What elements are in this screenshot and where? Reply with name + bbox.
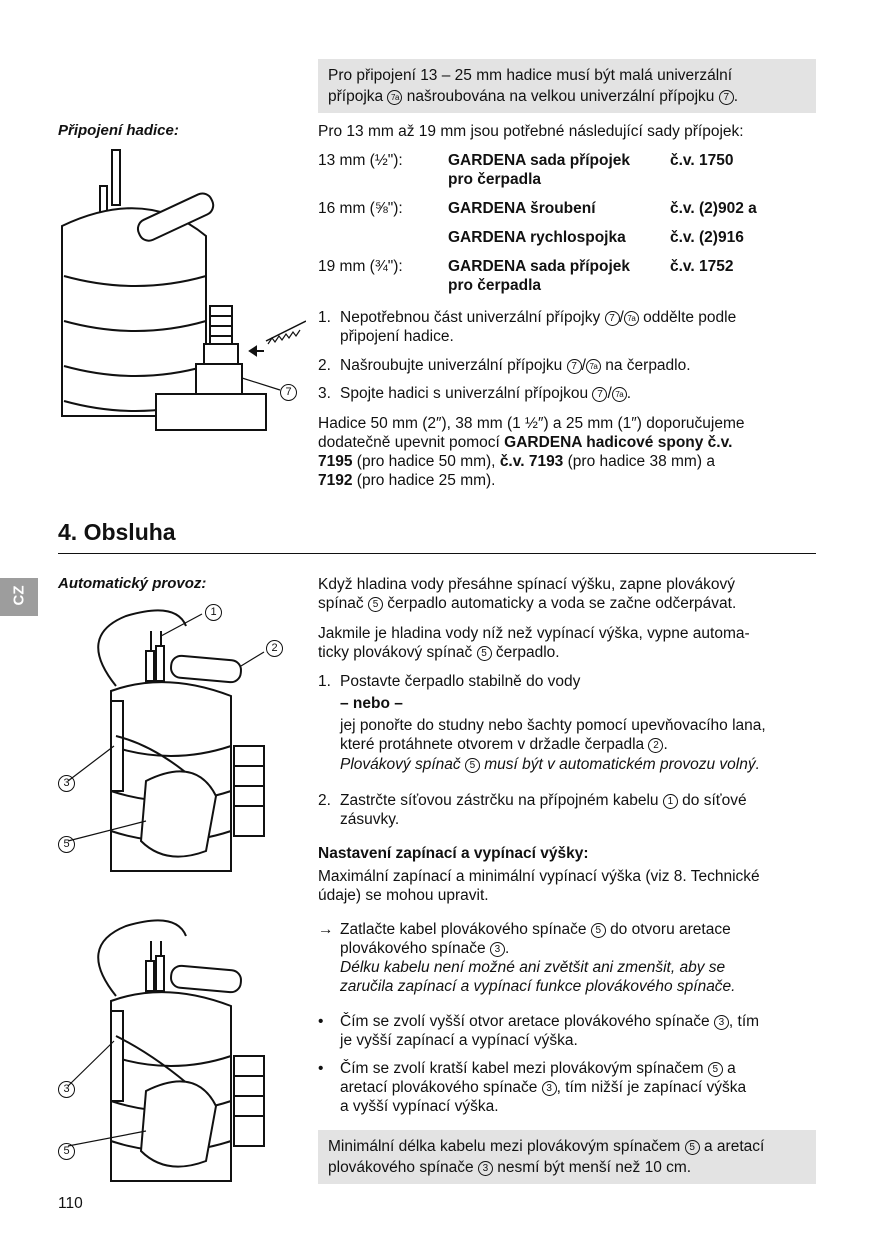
table-row-name: GARDENA šroubení bbox=[448, 200, 596, 217]
figure-label-5: 5 bbox=[58, 1143, 75, 1160]
ref-5: 5 bbox=[708, 1062, 723, 1077]
pump-float-illustration-bottom bbox=[56, 906, 296, 1186]
figure-label-1: 1 bbox=[205, 604, 222, 621]
ref-5: 5 bbox=[368, 597, 383, 612]
language-tab-label: CZ bbox=[10, 585, 28, 606]
ref-3: 3 bbox=[542, 1081, 557, 1096]
table-row-name: GARDENA sada přípojek bbox=[448, 258, 631, 275]
ref-7a: 7a bbox=[586, 359, 601, 374]
table-row-code: č.v. 1752 bbox=[670, 258, 734, 275]
ref-3: 3 bbox=[478, 1161, 493, 1176]
table-row-name: GARDENA sada přípojek bbox=[448, 152, 631, 169]
table-row-name2: pro čerpadla bbox=[448, 277, 542, 294]
top-note-line2: přípojka 7a našroubována na velkou univerzální přípojku 7 . bbox=[328, 88, 739, 105]
figure-label-3: 3 bbox=[58, 1081, 75, 1098]
figure-label-2: 2 bbox=[266, 640, 283, 657]
sub-heading: Nastavení zapínací a vypínací výšky: bbox=[318, 845, 589, 862]
hose-step-3: 3. Spojte hadici s univerzální přípojkou 7 / 7a . bbox=[318, 385, 632, 402]
section-rule bbox=[58, 553, 816, 554]
language-tab bbox=[0, 578, 38, 616]
ref-7a: 7a bbox=[387, 90, 402, 105]
table-row-size: 13 mm (½"): bbox=[318, 152, 403, 169]
auto-step-2: 2. Zastrčte síťovou zástrčku na přípojném kabelu 1 do síťové zásuvky. bbox=[318, 792, 747, 828]
hose-step-1: 1. Nepotřebnou část univerzální přípojky 7 / 7a oddělte podle připojení hadice. bbox=[318, 309, 737, 345]
top-note bbox=[318, 59, 816, 113]
table-row-name: GARDENA rychlospojka bbox=[448, 229, 626, 246]
ref-5: 5 bbox=[685, 1140, 700, 1155]
figure-label-3: 3 bbox=[58, 775, 75, 792]
ref-2: 2 bbox=[648, 738, 663, 753]
hose-step-2: 2. Našroubujte univerzální přípojku 7 / 7a na čerpadlo. bbox=[318, 357, 691, 374]
pump-adapter-illustration bbox=[56, 146, 306, 436]
ref-5: 5 bbox=[591, 923, 606, 938]
ref-3: 3 bbox=[714, 1015, 729, 1030]
auto-paragraph-2: Jakmile je hladina vody níž než vypínací výška, vypne automa- ticky plovákový spínač 5 čerpadlo. bbox=[318, 625, 750, 661]
table-row-name2: pro čerpadla bbox=[448, 171, 542, 188]
table-row-code: č.v. (2)902 a bbox=[670, 200, 757, 217]
ref-7: 7 bbox=[605, 311, 620, 326]
bottom-note: Minimální délka kabelu mezi plovákovým spínačem 5 a aretací plovákového spínače 3 nesmí být menší než 10 cm. bbox=[318, 1130, 816, 1184]
table-row-code: č.v. 1750 bbox=[670, 152, 734, 169]
ref-5: 5 bbox=[465, 758, 480, 773]
ref-7a: 7a bbox=[612, 387, 627, 402]
sub-paragraph: Maximální zapínací a minimální vypínací výška (viz 8. Technické údaje) se mohou upravit. bbox=[318, 868, 760, 904]
ref-7: 7 bbox=[567, 359, 582, 374]
arrow-item: → Zatlačte kabel plovákového spínače 5 do otvoru aretace plovákového spínače 3 . Délku kabelu není možné ani zvětšit ani zmenšit, aby se zaručila zapínací a vypínací funkce plovákového spínače. bbox=[318, 921, 736, 995]
ref-7: 7 bbox=[719, 90, 734, 105]
table-row-size: 19 mm (¾"): bbox=[318, 258, 403, 275]
ref-7: 7 bbox=[592, 387, 607, 402]
hose-clamp-paragraph: Hadice 50 mm (2″), 38 mm (1 ½″) a 25 mm (1″) doporučujeme dodatečně upevnit pomocí GARDENA hadicové spony č.v. 7195 (pro hadice 50 mm), č.v. 7193 (pro hadice 38 mm) a 7192 (pro hadice 25 mm). bbox=[318, 415, 745, 489]
hose-intro: Pro 13 mm až 19 mm jsou potřebné následující sady přípojek: bbox=[318, 123, 744, 140]
top-note-line1: Pro připojení 13 – 25 mm hadice musí být malá univerzální bbox=[328, 67, 733, 84]
bullet-item-1: • Čím se zvolí vyšší otvor aretace plovákového spínače 3 , tím je vyšší zapínací a vypínací výška. bbox=[318, 1013, 760, 1049]
page-number: 110 bbox=[58, 1195, 83, 1212]
pump-float-illustration-top bbox=[56, 596, 296, 876]
ref-3: 3 bbox=[490, 942, 505, 957]
table-row-code: č.v. (2)916 bbox=[670, 229, 744, 246]
auto-paragraph-1: Když hladina vody přesáhne spínací výšku, zapne plovákový spínač 5 čerpadlo automaticky a voda se začne odčerpávat. bbox=[318, 576, 737, 612]
ref-7a: 7a bbox=[624, 311, 639, 326]
ref-5: 5 bbox=[477, 646, 492, 661]
auto-side-title: Automatický provoz: bbox=[58, 575, 207, 592]
figure-label-5: 5 bbox=[58, 836, 75, 853]
hose-side-title: Připojení hadice: bbox=[58, 122, 179, 139]
table-row-size: 16 mm (⅝"): bbox=[318, 200, 403, 217]
section-heading: 4. Obsluha bbox=[58, 519, 176, 545]
auto-step-1: 1. Postavte čerpadlo stabilně do vody – nebo – jej ponořte do studny nebo šachty pomocí upevňovacího lana, které protáhnete otvorem v držadle čerpadla 2 . Plovákový spínač 5 musí být v automatickém provozu volný. bbox=[318, 673, 766, 773]
figure-label-7: 7 bbox=[280, 384, 297, 401]
bullet-item-2: • Čím se zvolí kratší kabel mezi plovákovým spínačem 5 a aretací plovákového spínače 3 , tím nižší je zapínací výška a vyšší vypínací výška. bbox=[318, 1060, 747, 1115]
ref-1: 1 bbox=[663, 794, 678, 809]
